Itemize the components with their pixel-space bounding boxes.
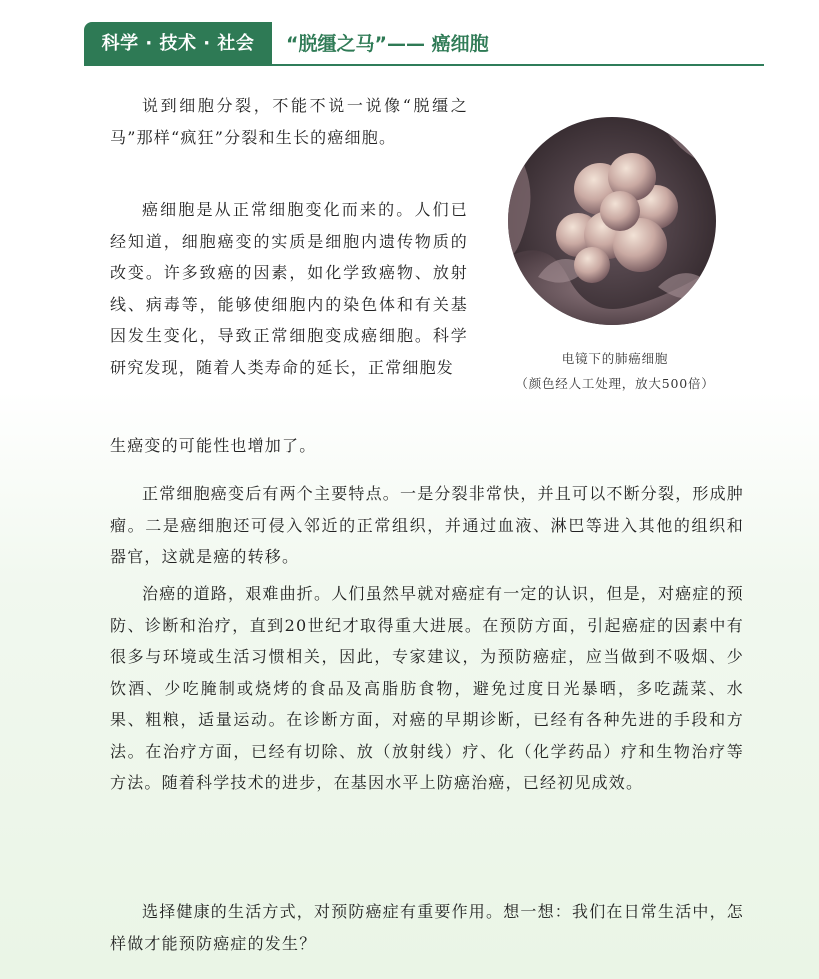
section-header	[84, 22, 764, 66]
section-label: 科学 · 技术 · 社会	[84, 22, 272, 66]
cancer-cell-micrograph	[508, 117, 716, 325]
paragraph-origin: 癌细胞是从正常细胞变化而来的。人们已经知道，细胞癌变的实质是细胞内遗传物质的改变。许多致癌的因素，如化学致癌物、放射线、病毒等，能够使细胞内的染色体和有关基因发生变化，导致正常细胞变成癌细胞。科学研究发现，随着人类寿命的延长，正常细胞发	[110, 200, 468, 377]
paragraph-intro: 说到细胞分裂，不能不说一说像“脱缰之马”那样“疯狂”分裂和生长的癌细胞。	[110, 96, 468, 147]
page-title: “脱缰之马”—— 癌细胞	[286, 33, 489, 55]
figure-caption-title: 电镜下的肺癌细胞	[561, 351, 669, 366]
figure-caption-note: （颜色经人工处理，放大500倍）	[515, 376, 715, 391]
paragraph-origin-tail: 生癌变的可能性也增加了。	[110, 436, 317, 455]
paragraph-features: 正常细胞癌变后有两个主要特点。一是分裂非常快，并且可以不断分裂，形成肿瘤。二是癌细胞还可侵入邻近的正常组织，并通过血液、淋巴等进入其他的组织和器官，这就是癌的转移。	[110, 484, 745, 566]
paragraph-prevention-question: 选择健康的生活方式，对预防癌症有重要作用。想一想：我们在日常生活中，怎样做才能预防癌症的发生？	[110, 902, 745, 953]
paragraph-treatment: 治癌的道路，艰难曲折。人们虽然早就对癌症有一定的认识，但是，对癌症的预防、诊断和治疗，直到20世纪才取得重大进展。在预防方面，引起癌症的因素中有很多与环境或生活习惯相关，因此，专家建议，为预防癌症，应当做到不吸烟、少饮酒、少吃腌制或烧烤的食品及高脂肪食物，避免过度日光暴晒，多吃蔬菜、水果、粗粮，适量运动。在诊断方面，对癌的早期诊断，已经有各种先进的手段和方法。在治疗方面，已经有切除、放（放射线）疗、化（化学药品）疗和生物治疗等方法。随着科学技术的进步，在基因水平上防癌治癌，已经初见成效。	[110, 584, 745, 792]
